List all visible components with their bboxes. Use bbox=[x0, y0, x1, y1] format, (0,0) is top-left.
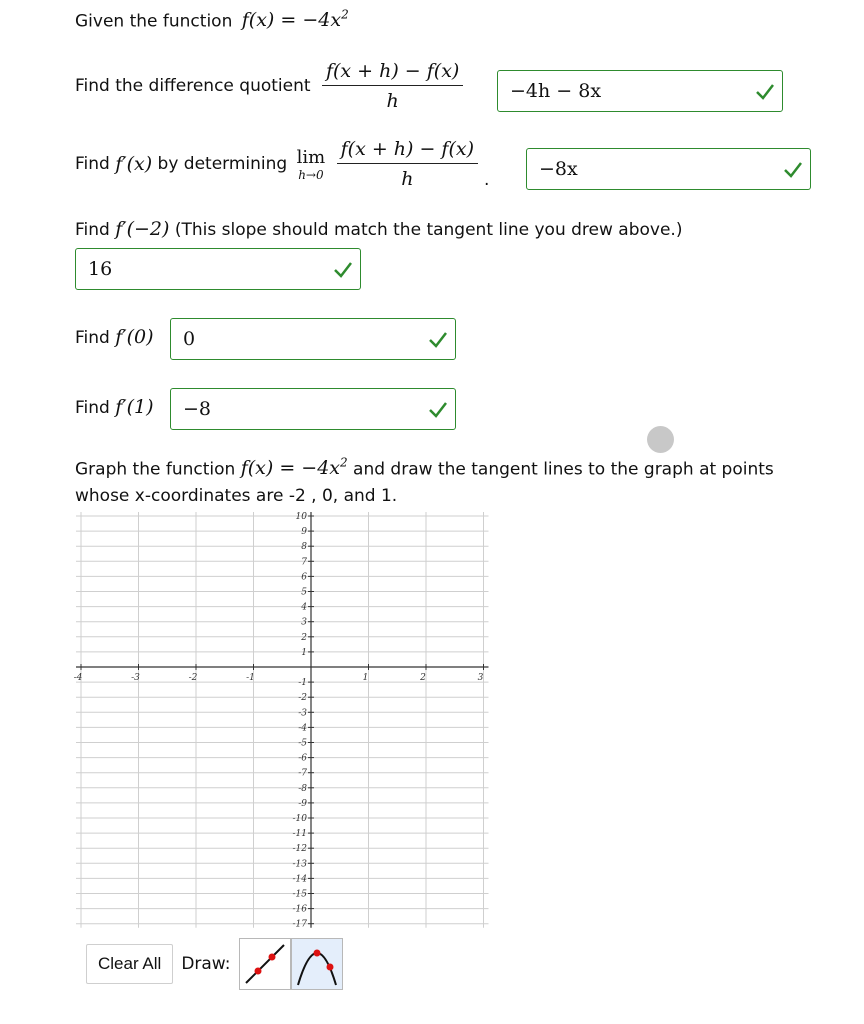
line-tool-button[interactable] bbox=[239, 938, 291, 990]
q2-answer-value: −8x bbox=[539, 158, 578, 180]
y-tick-label: -1 bbox=[298, 678, 307, 689]
y-tick-label: 4 bbox=[301, 602, 307, 613]
lim-subscript: h→0 bbox=[298, 167, 324, 182]
q5-answer-value: −8 bbox=[183, 398, 212, 420]
y-tick-label: -7 bbox=[298, 768, 307, 779]
intro-exp: 2 bbox=[341, 8, 349, 22]
q5-label-text: Find bbox=[75, 398, 110, 418]
draw-toolbar bbox=[86, 938, 343, 990]
x-tick-label: -2 bbox=[188, 673, 198, 683]
q4-label bbox=[75, 326, 154, 348]
q5-fprime: f′(1) bbox=[115, 396, 154, 418]
q4-fprime: f′(0) bbox=[115, 326, 154, 348]
q2-fraction bbox=[337, 138, 478, 190]
q4-label-text: Find bbox=[75, 328, 110, 348]
parabola-tool-icon bbox=[294, 941, 340, 987]
cursor-indicator bbox=[647, 426, 674, 453]
q2-label-b: by determining bbox=[157, 154, 288, 174]
slope-at-neg2-answer[interactable] bbox=[75, 248, 361, 290]
graph-canvas[interactable] bbox=[0, 500, 520, 932]
q2-fprime: f′(x) bbox=[115, 153, 153, 175]
y-tick-label: -11 bbox=[292, 829, 307, 840]
q2-numerator: f(x + h) − f(x) bbox=[337, 138, 478, 164]
y-tick-label: -9 bbox=[298, 798, 307, 809]
q3-label-a: Find bbox=[75, 220, 110, 240]
y-tick-label: -3 bbox=[298, 708, 307, 719]
limit-symbol bbox=[297, 147, 326, 182]
y-tick-label: -16 bbox=[292, 904, 307, 915]
y-tick-label: -12 bbox=[292, 844, 307, 855]
parabola-tool-button[interactable] bbox=[291, 938, 343, 990]
y-tick-label: -6 bbox=[298, 753, 307, 764]
draw-label: Draw: bbox=[181, 954, 231, 974]
y-tick-label: -4 bbox=[298, 723, 307, 734]
q3-line bbox=[75, 218, 682, 240]
y-tick-label: 6 bbox=[301, 572, 307, 583]
q1-numerator: f(x + h) − f(x) bbox=[322, 60, 463, 86]
q3-label-b: (This slope should match the tangent line you drew above.) bbox=[174, 220, 683, 240]
graph-prompt-c: whose x-coordinates are -2 , 0, and 1. bbox=[75, 486, 398, 506]
y-tick-label: -10 bbox=[292, 814, 307, 824]
q1-line bbox=[75, 60, 469, 112]
y-tick-label: -2 bbox=[298, 693, 307, 704]
x-tick-label: 3 bbox=[477, 673, 484, 683]
q2-label-a: Find bbox=[75, 154, 110, 174]
check-icon bbox=[782, 158, 804, 180]
line-tool-icon bbox=[242, 941, 288, 987]
intro-line: Given the function $f(x) = -4x^2$ bbox=[75, 8, 349, 32]
y-tick-label: 7 bbox=[301, 557, 307, 568]
graph-prompt-a: Graph the function bbox=[75, 459, 236, 480]
x-tick-label: -1 bbox=[246, 673, 255, 683]
y-tick-label: 5 bbox=[301, 587, 307, 598]
check-icon bbox=[754, 80, 776, 102]
check-icon bbox=[332, 258, 354, 280]
y-tick-label: -8 bbox=[298, 783, 307, 794]
x-tick-label: -4 bbox=[73, 673, 83, 683]
q2-period: . bbox=[484, 170, 490, 190]
y-tick-label: -5 bbox=[298, 738, 307, 749]
q2-line bbox=[75, 138, 489, 190]
x-tick-label: 2 bbox=[420, 673, 426, 683]
y-tick-label: -17 bbox=[292, 919, 307, 930]
graph-prompt-fn: f(x) = −4x bbox=[240, 457, 340, 480]
check-icon bbox=[427, 398, 449, 420]
intro-fn: f(x) bbox=[241, 9, 275, 32]
q2-denominator: h bbox=[401, 168, 414, 190]
y-tick-label: 9 bbox=[301, 527, 307, 538]
lim-word: lim bbox=[296, 146, 326, 168]
slope-at-0-answer[interactable] bbox=[170, 318, 456, 360]
x-tick-label: 1 bbox=[362, 673, 369, 683]
q1-answer-value: −4h − 8x bbox=[510, 80, 602, 102]
y-tick-label: -13 bbox=[292, 859, 307, 870]
graph-prompt-b: and draw the tangent lines to the graph at points bbox=[353, 459, 774, 480]
y-tick-label: -15 bbox=[292, 889, 307, 900]
graph-prompt-exp: 2 bbox=[340, 456, 348, 470]
graph-prompt-line1 bbox=[75, 456, 774, 479]
check-icon bbox=[427, 328, 449, 350]
y-tick-label: 8 bbox=[301, 542, 307, 553]
graph-area[interactable] bbox=[0, 500, 520, 937]
q3-fprime: f′(−2) bbox=[115, 218, 170, 240]
q1-fraction bbox=[322, 60, 463, 112]
q1-label: Find the difference quotient bbox=[75, 76, 311, 96]
q4-answer-value: 0 bbox=[183, 328, 196, 350]
y-tick-label: 10 bbox=[295, 512, 307, 522]
y-tick-label: 1 bbox=[301, 647, 307, 658]
clear-all-button[interactable]: Clear All bbox=[86, 944, 173, 984]
y-tick-label: 2 bbox=[301, 632, 307, 643]
y-tick-label: -14 bbox=[292, 874, 307, 885]
derivative-answer[interactable] bbox=[526, 148, 811, 190]
intro-text: Given the function bbox=[75, 11, 233, 32]
x-tick-label: -3 bbox=[131, 673, 140, 683]
y-tick-label: 3 bbox=[301, 617, 307, 628]
q5-label bbox=[75, 396, 154, 418]
difference-quotient-answer[interactable] bbox=[497, 70, 783, 112]
slope-at-1-answer[interactable] bbox=[170, 388, 456, 430]
q1-denominator: h bbox=[386, 90, 399, 112]
intro-rhs: −4x bbox=[302, 9, 342, 32]
q3-answer-value: 16 bbox=[88, 258, 113, 280]
